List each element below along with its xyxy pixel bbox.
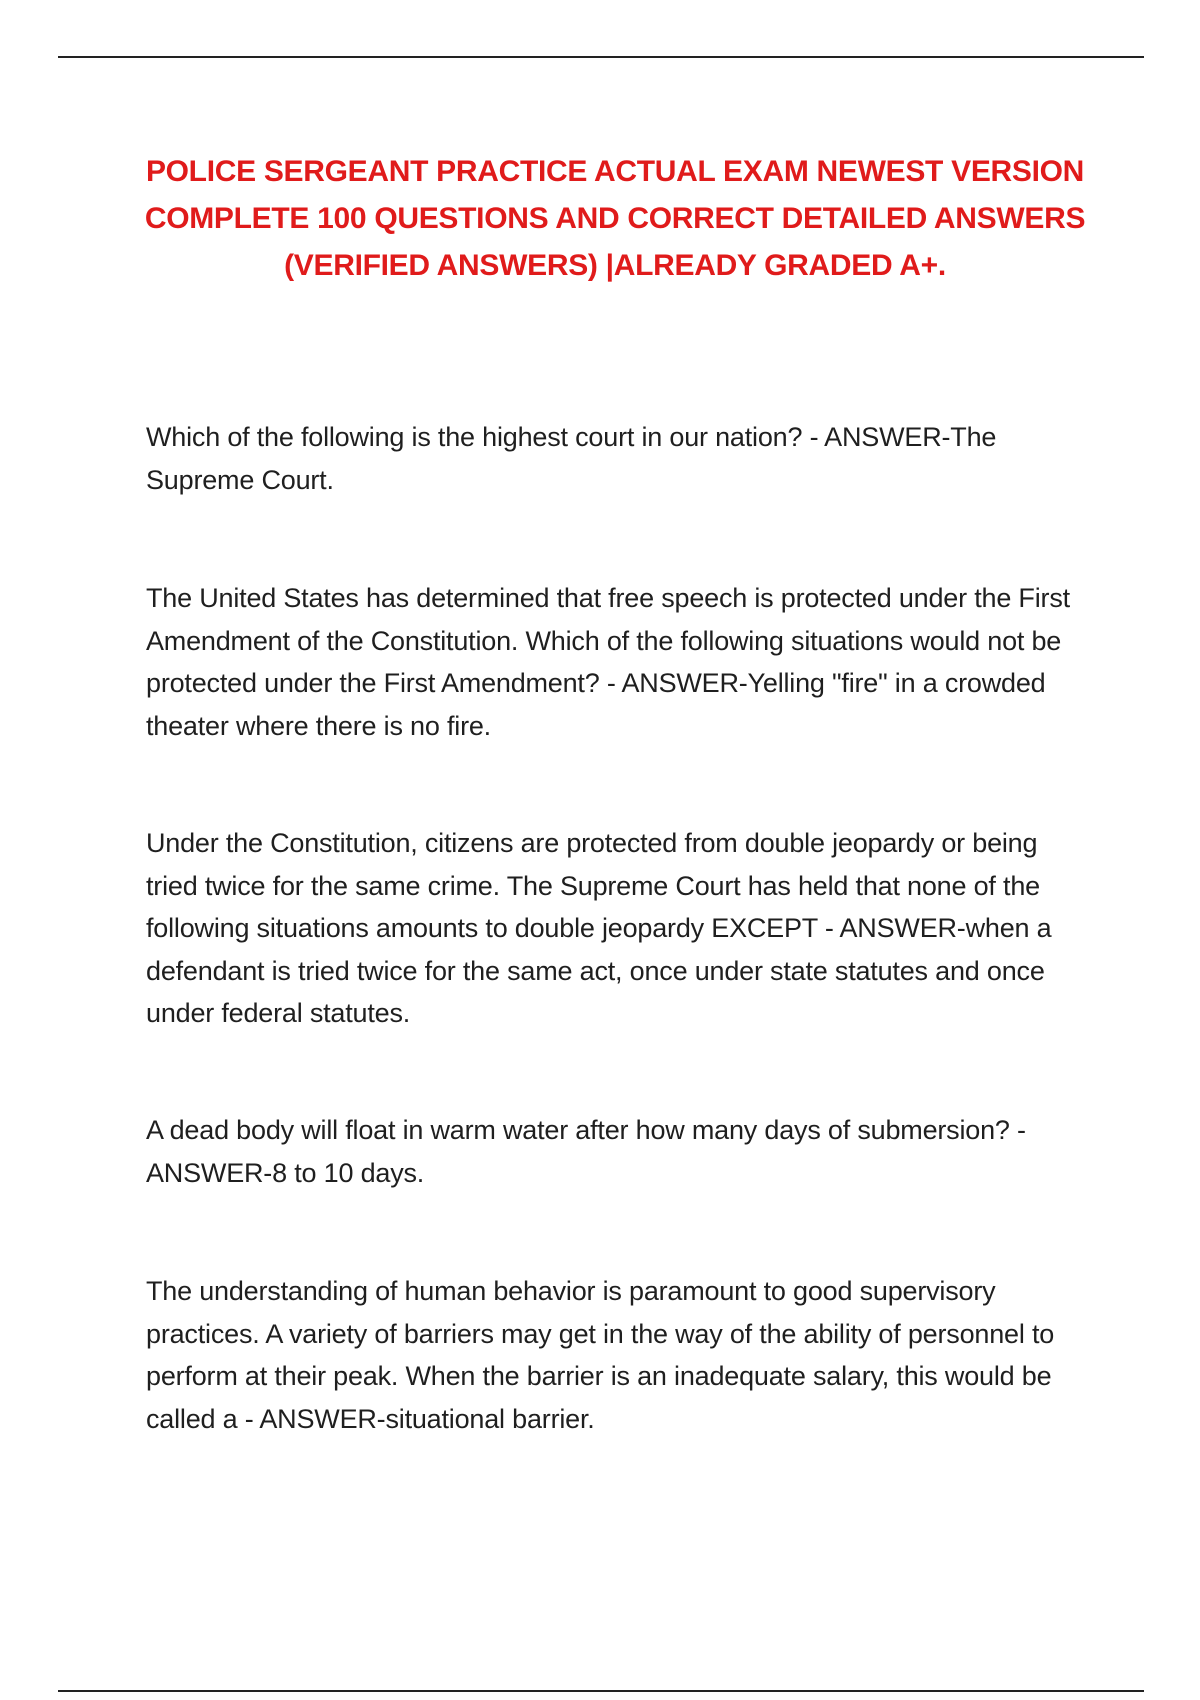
bottom-rule bbox=[58, 1690, 1144, 1692]
top-rule bbox=[58, 56, 1144, 58]
question-answer-3: Under the Constitution, citizens are protected from double jeopardy or being tried twice for the same crime. The Supreme Court has held that none of the following situations amounts to double jeopardy EXCEPT - ANSWER-when a defendant is tried twice for the same act, once under state statutes and once under federal statutes. bbox=[146, 828, 1052, 1028]
question-answer-2: The United States has determined that free speech is protected under the First Amendment of the Constitution. Which of the following situations would not be protected under the First Amendment? - ANSWER-Yelling "fire" in a crowded theater where there is no fire. bbox=[146, 583, 1070, 741]
question-answer-4: A dead body will float in warm water after how many days of submersion? - ANSWER-8 to 10 days. bbox=[146, 1115, 1026, 1188]
document-title: POLICE SERGEANT PRACTICE ACTUAL EXAM NEWEST VERSION COMPLETE 100 QUESTIONS AND CORRECT DETAILED ANSWERS (VERIFIED ANSWERS) |ALREADY GRADED A+. bbox=[144, 155, 1086, 282]
question-answer-5: The understanding of human behavior is paramount to good supervisory practices. A variety of barriers may get in the way of the ability of personnel to perform at their peak. When the barrier is an inadequate salary, this would be called a - ANSWER-situational barrier. bbox=[146, 1276, 1055, 1434]
question-answer-1: Which of the following is the highest court in our nation? - ANSWER-The Supreme Court. bbox=[146, 422, 997, 495]
